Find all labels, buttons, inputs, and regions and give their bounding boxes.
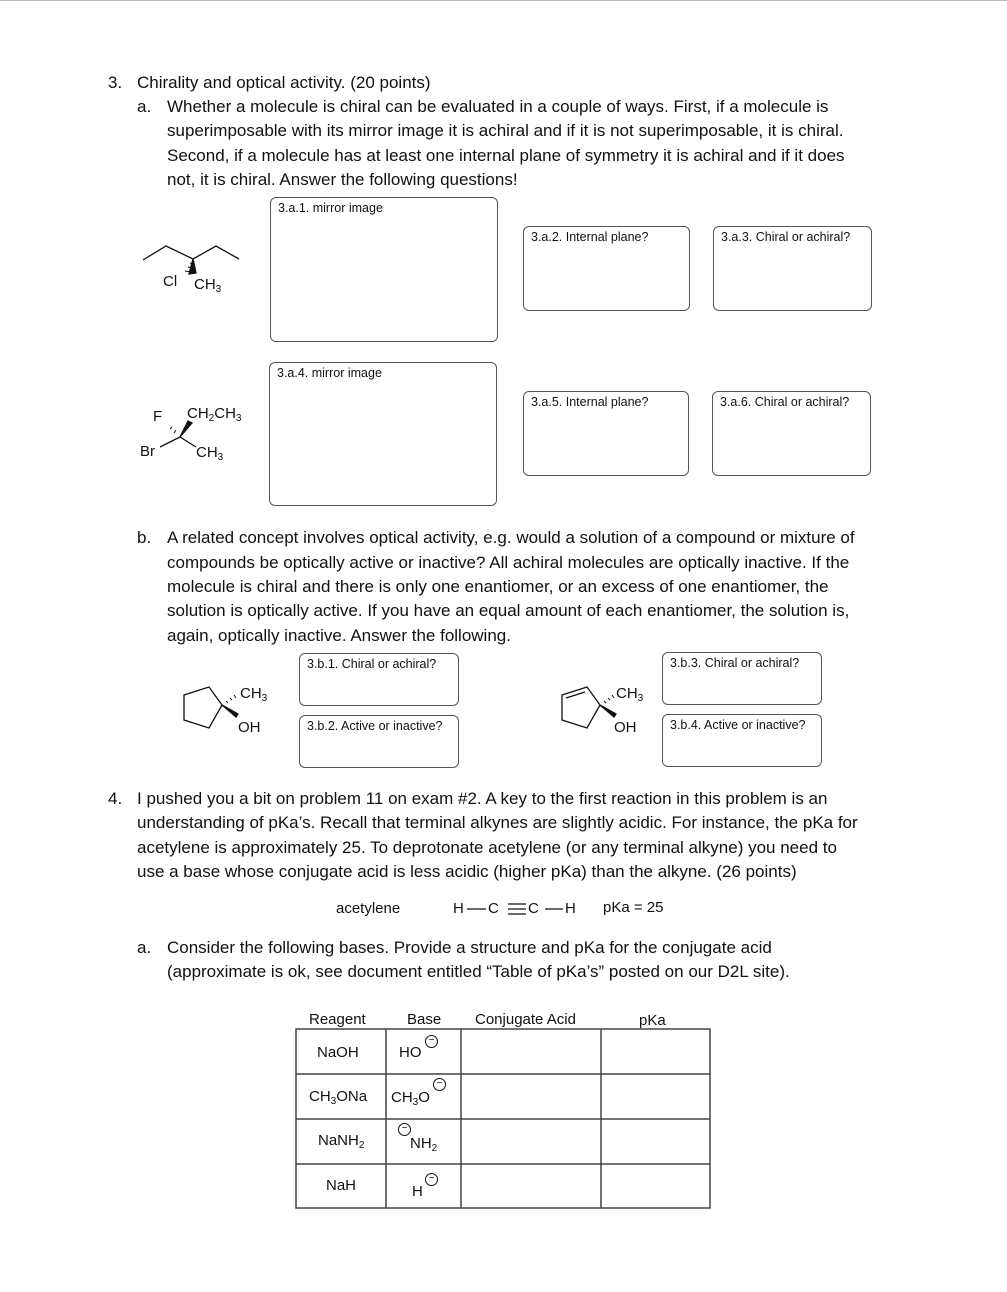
paragraph-line: not, it is chiral. Answer the following questions! [167, 170, 518, 189]
box-label: 3.a.5. Internal plane? [531, 395, 649, 409]
paragraph-line: Consider the following bases. Provide a structure and pKa for the conjugate acid [167, 938, 772, 957]
answer-box-3a2[interactable] [523, 226, 690, 311]
column-header: Base [407, 1011, 442, 1028]
paragraph-line: molecule is chiral and there is only one enantiomer, or an excess of one enantiomer, the [167, 577, 829, 596]
box-label: 3.a.6. Chiral or achiral? [720, 395, 850, 409]
answer-box-3a1[interactable] [270, 197, 498, 342]
question-title: Chirality and optical activity. (20 points) [137, 73, 431, 92]
column-header: pKa [639, 1012, 666, 1029]
atom-label: Br [140, 443, 155, 460]
atom-label: Cl [163, 273, 178, 290]
box-label: 3.a.2. Internal plane? [531, 230, 649, 244]
box-label: 3.a.3. Chiral or achiral? [721, 230, 851, 244]
answer-box-3b4[interactable] [662, 714, 822, 767]
paragraph-line: understanding of pKa’s. Recall that terminal alkynes are slightly acidic. For instance, the pKa for [137, 813, 858, 832]
answer-box-3a6[interactable] [712, 391, 871, 476]
paragraph-line: solution is optically active. If you have an equal amount of each enantiomer, the solution is, [167, 601, 850, 620]
paragraph-line: Whether a molecule is chiral can be evaluated in a couple of ways. First, if a molecule is [167, 97, 829, 116]
question-number: 3. [108, 73, 123, 92]
paragraph-line: acetylene is approximately 25. To deprotonate acetylene (or any terminal alkyne) you need to [137, 838, 837, 857]
answer-box-3a5[interactable] [523, 391, 689, 476]
answer-cells[interactable] [461, 1029, 710, 1208]
question-number: 4. [108, 789, 123, 808]
reagent-cell: NaOH [317, 1044, 359, 1061]
negative-charge-icon: − [425, 1173, 438, 1186]
reagent-cell: NaNH$_2$ [318, 1132, 365, 1151]
part-letter: a. [137, 938, 152, 957]
answer-box-3a3[interactable] [713, 226, 872, 311]
answer-box-3b1[interactable] [299, 653, 459, 706]
part-letter: a. [137, 97, 152, 116]
atom-label: $CH_3$ [194, 276, 222, 295]
base-cell: H [412, 1183, 423, 1200]
atom-label: $CH_3$ [616, 685, 644, 704]
negative-charge-icon: − [425, 1035, 438, 1048]
base-cell: HO [399, 1044, 422, 1061]
atom-label: OH [238, 719, 261, 736]
molecule-1-methylcyclopentanol [184, 687, 238, 728]
atom-label: $CH_3$ [196, 444, 224, 463]
atom-label: OH [614, 719, 637, 736]
molecule-2-bromo-2-fluorobutane [160, 421, 196, 447]
answer-box-3a4[interactable] [269, 362, 497, 506]
column-header: Reagent [309, 1011, 366, 1028]
box-label: 3.b.3. Chiral or achiral? [670, 656, 800, 670]
paragraph-line: I pushed you a bit on problem 11 on exam #2. A key to the first reaction in this problem is an [137, 789, 828, 808]
box-label: 3.b.1. Chiral or achiral? [307, 657, 437, 671]
paragraph-line: Second, if a molecule has at least one internal plane of symmetry it is achiral and if it does [167, 146, 845, 165]
molecule-1-methylcyclopent-2-enol [562, 687, 616, 728]
atom-label: F [153, 408, 163, 425]
box-label: 3.b.4. Active or inactive? [670, 718, 806, 732]
answer-box-3b2[interactable] [299, 715, 459, 768]
paragraph-line: superimposable with its mirror image it is achiral and if it is not superimposable, it is chiral. [167, 121, 844, 140]
box-label: 3.b.2. Active or inactive? [307, 719, 443, 733]
negative-charge-icon: − [398, 1123, 411, 1136]
box-label: 3.a.1. mirror image [278, 201, 383, 215]
atom-label: C [528, 900, 539, 917]
base-cell: $CH_3O$ [391, 1089, 430, 1108]
column-header: Conjugate Acid [475, 1011, 576, 1028]
part-letter: b. [137, 528, 152, 547]
base-cell: $NH_2$ [410, 1135, 438, 1154]
paragraph-line: A related concept involves optical activity, e.g. would a solution of a compound or mixture of [167, 528, 855, 547]
atom-label: C [488, 900, 499, 917]
molecule-3-chloro-3-methylpentane [143, 246, 239, 274]
paragraph-line: again, optically inactive. Answer the following. [167, 626, 511, 645]
paragraph-line: (approximate is ok, see document entitled “Table of pKa’s” posted on our D2L site). [167, 962, 790, 981]
negative-charge-icon: − [433, 1078, 446, 1091]
acetylene-bonds [467, 904, 563, 914]
reagent-cell: NaH [326, 1177, 357, 1194]
box-label: 3.a.4. mirror image [277, 366, 382, 380]
paragraph-line: compounds be optically active or inactive? All achiral molecules are optically inactive. If the [167, 553, 850, 572]
atom-label: $CH_3$ [240, 685, 268, 704]
reagent-cell: $CH_3ONa$ [309, 1088, 368, 1107]
acetylene-name: acetylene [336, 900, 401, 917]
atom-label: H [453, 900, 464, 917]
acetylene-pka: pKa = 25 [603, 899, 664, 916]
answer-box-3b3[interactable] [662, 652, 822, 705]
atom-label: H [565, 900, 576, 917]
paragraph-line: use a base whose conjugate acid is less acidic (higher pKa) than the alkyne. (26 points) [137, 862, 797, 881]
atom-label: $CH_2CH_3$ [187, 405, 242, 424]
